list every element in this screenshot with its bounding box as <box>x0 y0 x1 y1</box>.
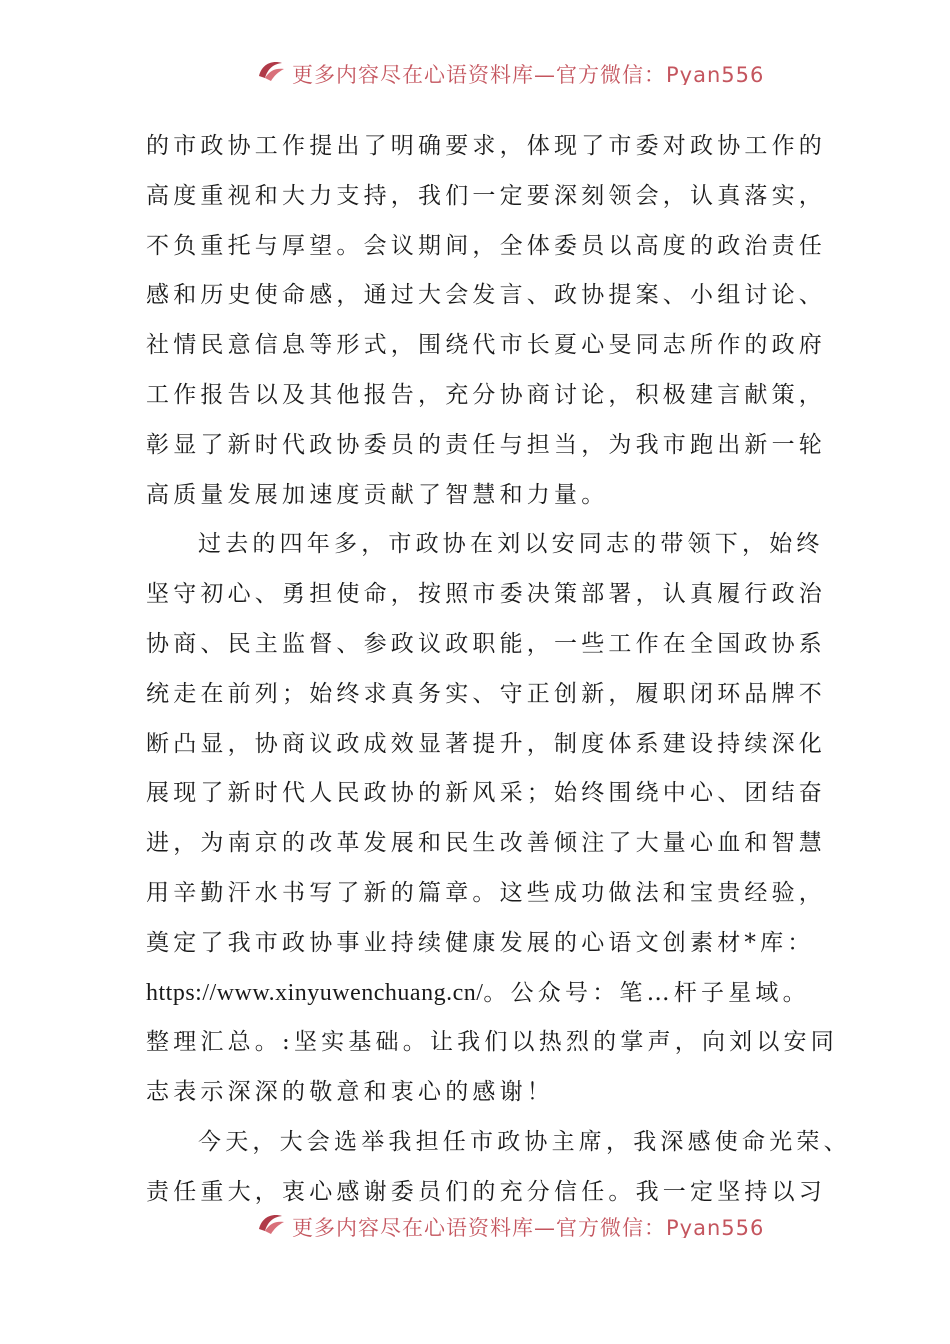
text-line: 彰显了新时代政协委员的责任与担当，为我市跑出新一轮 <box>146 431 826 458</box>
text-line: 社情民意信息等形式，围绕代市长夏心旻同志所作的政府 <box>146 332 826 359</box>
watermark-footer <box>256 1208 764 1238</box>
watermark-text: 更多内容尽在心语资料库—官方微信：Pyan556 <box>292 1216 765 1238</box>
document-body <box>146 122 851 1218</box>
text-line: 的市政协工作提出了明确要求，体现了市委对政协工作的 <box>146 133 826 159</box>
text-line: 志表示深深的敬意和衷心的感谢！ <box>146 1079 554 1106</box>
text-line: 高度重视和大力支持，我们一定要深刻领会，认真落实， <box>146 182 826 209</box>
text-line: 高质量发展加速度贡献了智慧和力量。 <box>146 481 609 508</box>
text-line: 整理汇总。:坚实基础。让我们以热烈的掌声，向刘以安同 <box>146 1029 838 1056</box>
text-line: 责任重大，衷心感谢委员们的充分信任。我一定坚持以习 <box>146 1178 826 1205</box>
text-line: 用辛勤汗水书写了新的篇章。这些成功做法和宝贵经验， <box>146 879 826 906</box>
text-line: 工作报告以及其他报告，充分协商讨论，积极建言献策， <box>146 381 826 408</box>
url-text: https://www.xinyuwenchuang.cn/ <box>146 979 484 1006</box>
text-line: 统走在前列；始终求真务实、守正创新，履职闭环品牌不 <box>146 680 826 707</box>
text-line: 协商、民主监督、参政议政职能，一些工作在全国政协系 <box>146 630 826 657</box>
watermark-text: 更多内容尽在心语资料库—官方微信：Pyan556 <box>292 63 765 85</box>
text-line: 展现了新时代人民政协的新风采；始终围绕中心、团结奋 <box>146 780 826 807</box>
text-line-tail: 。公众号：笔…杆子星域。 <box>483 979 810 1006</box>
text-line: 进，为南京的改革发展和民生改善倾注了大量心血和智慧 <box>146 830 826 857</box>
text-line-with-url <box>146 969 826 1019</box>
watermark-header <box>256 55 764 85</box>
logo-icon <box>256 58 286 82</box>
paragraph-start-line: 过去的四年多，市政协在刘以安同志的带领下，始终 <box>198 531 824 558</box>
text-line: 坚守初心、勇担使命，按照市委决策部署，认真履行政治 <box>146 581 826 608</box>
text-line: 感和历史使命感，通过大会发言、政协提案、小组讨论、 <box>146 282 826 309</box>
text-line: 不负重托与厚望。会议期间，全体委员以高度的政治责任 <box>146 232 826 259</box>
paragraph-start-line: 今天，大会选举我担任市政协主席，我深感使命光荣、 <box>198 1128 851 1155</box>
text-line: 奠定了我市政协事业持续健康发展的心语文创素材*库： <box>146 929 815 956</box>
logo-icon <box>256 1211 286 1235</box>
text-line: 断凸显，协商议政成效显著提升，制度体系建设持续深化 <box>146 730 826 757</box>
